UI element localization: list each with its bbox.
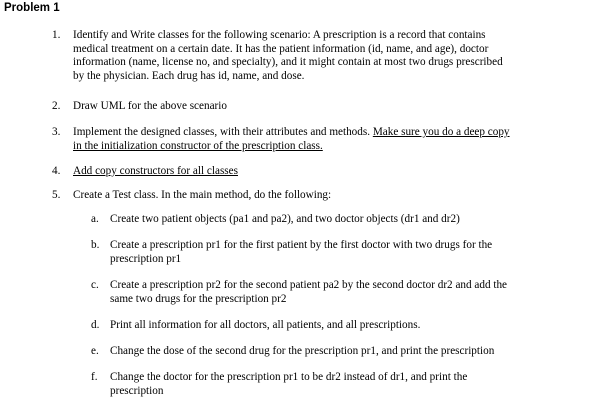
item-3-number: 3. <box>52 126 61 138</box>
item-2-line-1: Draw UML for the above scenario <box>73 100 227 112</box>
item-5-text <box>73 189 331 203</box>
subitem-d-text <box>110 319 420 333</box>
subitem-f-letter: f. <box>91 371 98 383</box>
subitem-d-line-1: Print all information for all doctors, all patients, and all prescriptions. <box>110 319 421 331</box>
item-1-text <box>73 29 503 83</box>
item-5-number: 5. <box>52 189 61 201</box>
item-2-text <box>73 100 227 114</box>
subitem-f-line-2: prescription <box>110 384 164 397</box>
subitem-b-letter: b. <box>91 239 100 251</box>
problem-title: Problem 1 <box>4 2 60 14</box>
item-4-underlined-text: Add copy constructors for all classes <box>73 165 238 177</box>
subitem-f-line-1: Change the doctor for the prescription pr1 to be dr2 instead of dr1, and print the <box>110 371 468 383</box>
subitem-e-text <box>110 345 494 359</box>
item-1-line-2: medical treatment on a certain date. It has the patient information (id, name, and age), doctor <box>73 42 489 55</box>
item-3-plain-text: Implement the designed classes, with their attributes and methods. <box>73 126 371 138</box>
item-3-underlined-text-1: Make sure you do a deep copy <box>372 126 510 138</box>
subitem-c-line-2: same two drugs for the prescription pr2 <box>110 292 287 305</box>
subitem-b-text <box>110 239 492 266</box>
item-1-line-1: Identify and Write classes for the following scenario: A prescription is a record that contains <box>73 29 486 41</box>
item-4-number: 4. <box>52 165 61 177</box>
subitem-c-letter: c. <box>91 279 99 291</box>
subitem-e-letter: e. <box>91 345 99 357</box>
item-1-number: 1. <box>52 29 61 41</box>
subitem-b-line-2: prescription pr1 <box>110 252 182 265</box>
item-2-number: 2. <box>52 100 61 112</box>
item-5-line-1: Create a Test class. In the main method, do the following: <box>73 189 332 201</box>
subitem-a-text <box>110 213 460 227</box>
subitem-e-line-1: Change the dose of the second drug for the prescription pr1, and print the prescription <box>110 345 495 357</box>
item-3-text <box>73 126 510 153</box>
subitem-d-letter: d. <box>91 319 100 331</box>
item-3-underlined-text-2: in the initialization constructor of the prescription class. <box>73 139 323 152</box>
subitem-b-line-1: Create a prescription pr1 for the first patient by the first doctor with two drugs for the <box>110 239 493 251</box>
item-1-line-4: by the physician. Each drug has id, name, and dose. <box>73 69 305 82</box>
subitem-a-line-1: Create two patient objects (pa1 and pa2), and two doctor objects (dr1 and dr2) <box>110 213 460 225</box>
subitem-f-text <box>110 371 467 398</box>
subitem-a-letter: a. <box>91 213 99 225</box>
subitem-c-text <box>110 279 507 306</box>
subitem-c-line-1: Create a prescription pr2 for the second patient pa2 by the second doctor dr2 and add the <box>110 279 508 291</box>
item-1-line-3: information (name, license no, and specialty), and it might contain at most two drugs prescribed <box>73 56 503 69</box>
item-4-text <box>73 165 238 179</box>
